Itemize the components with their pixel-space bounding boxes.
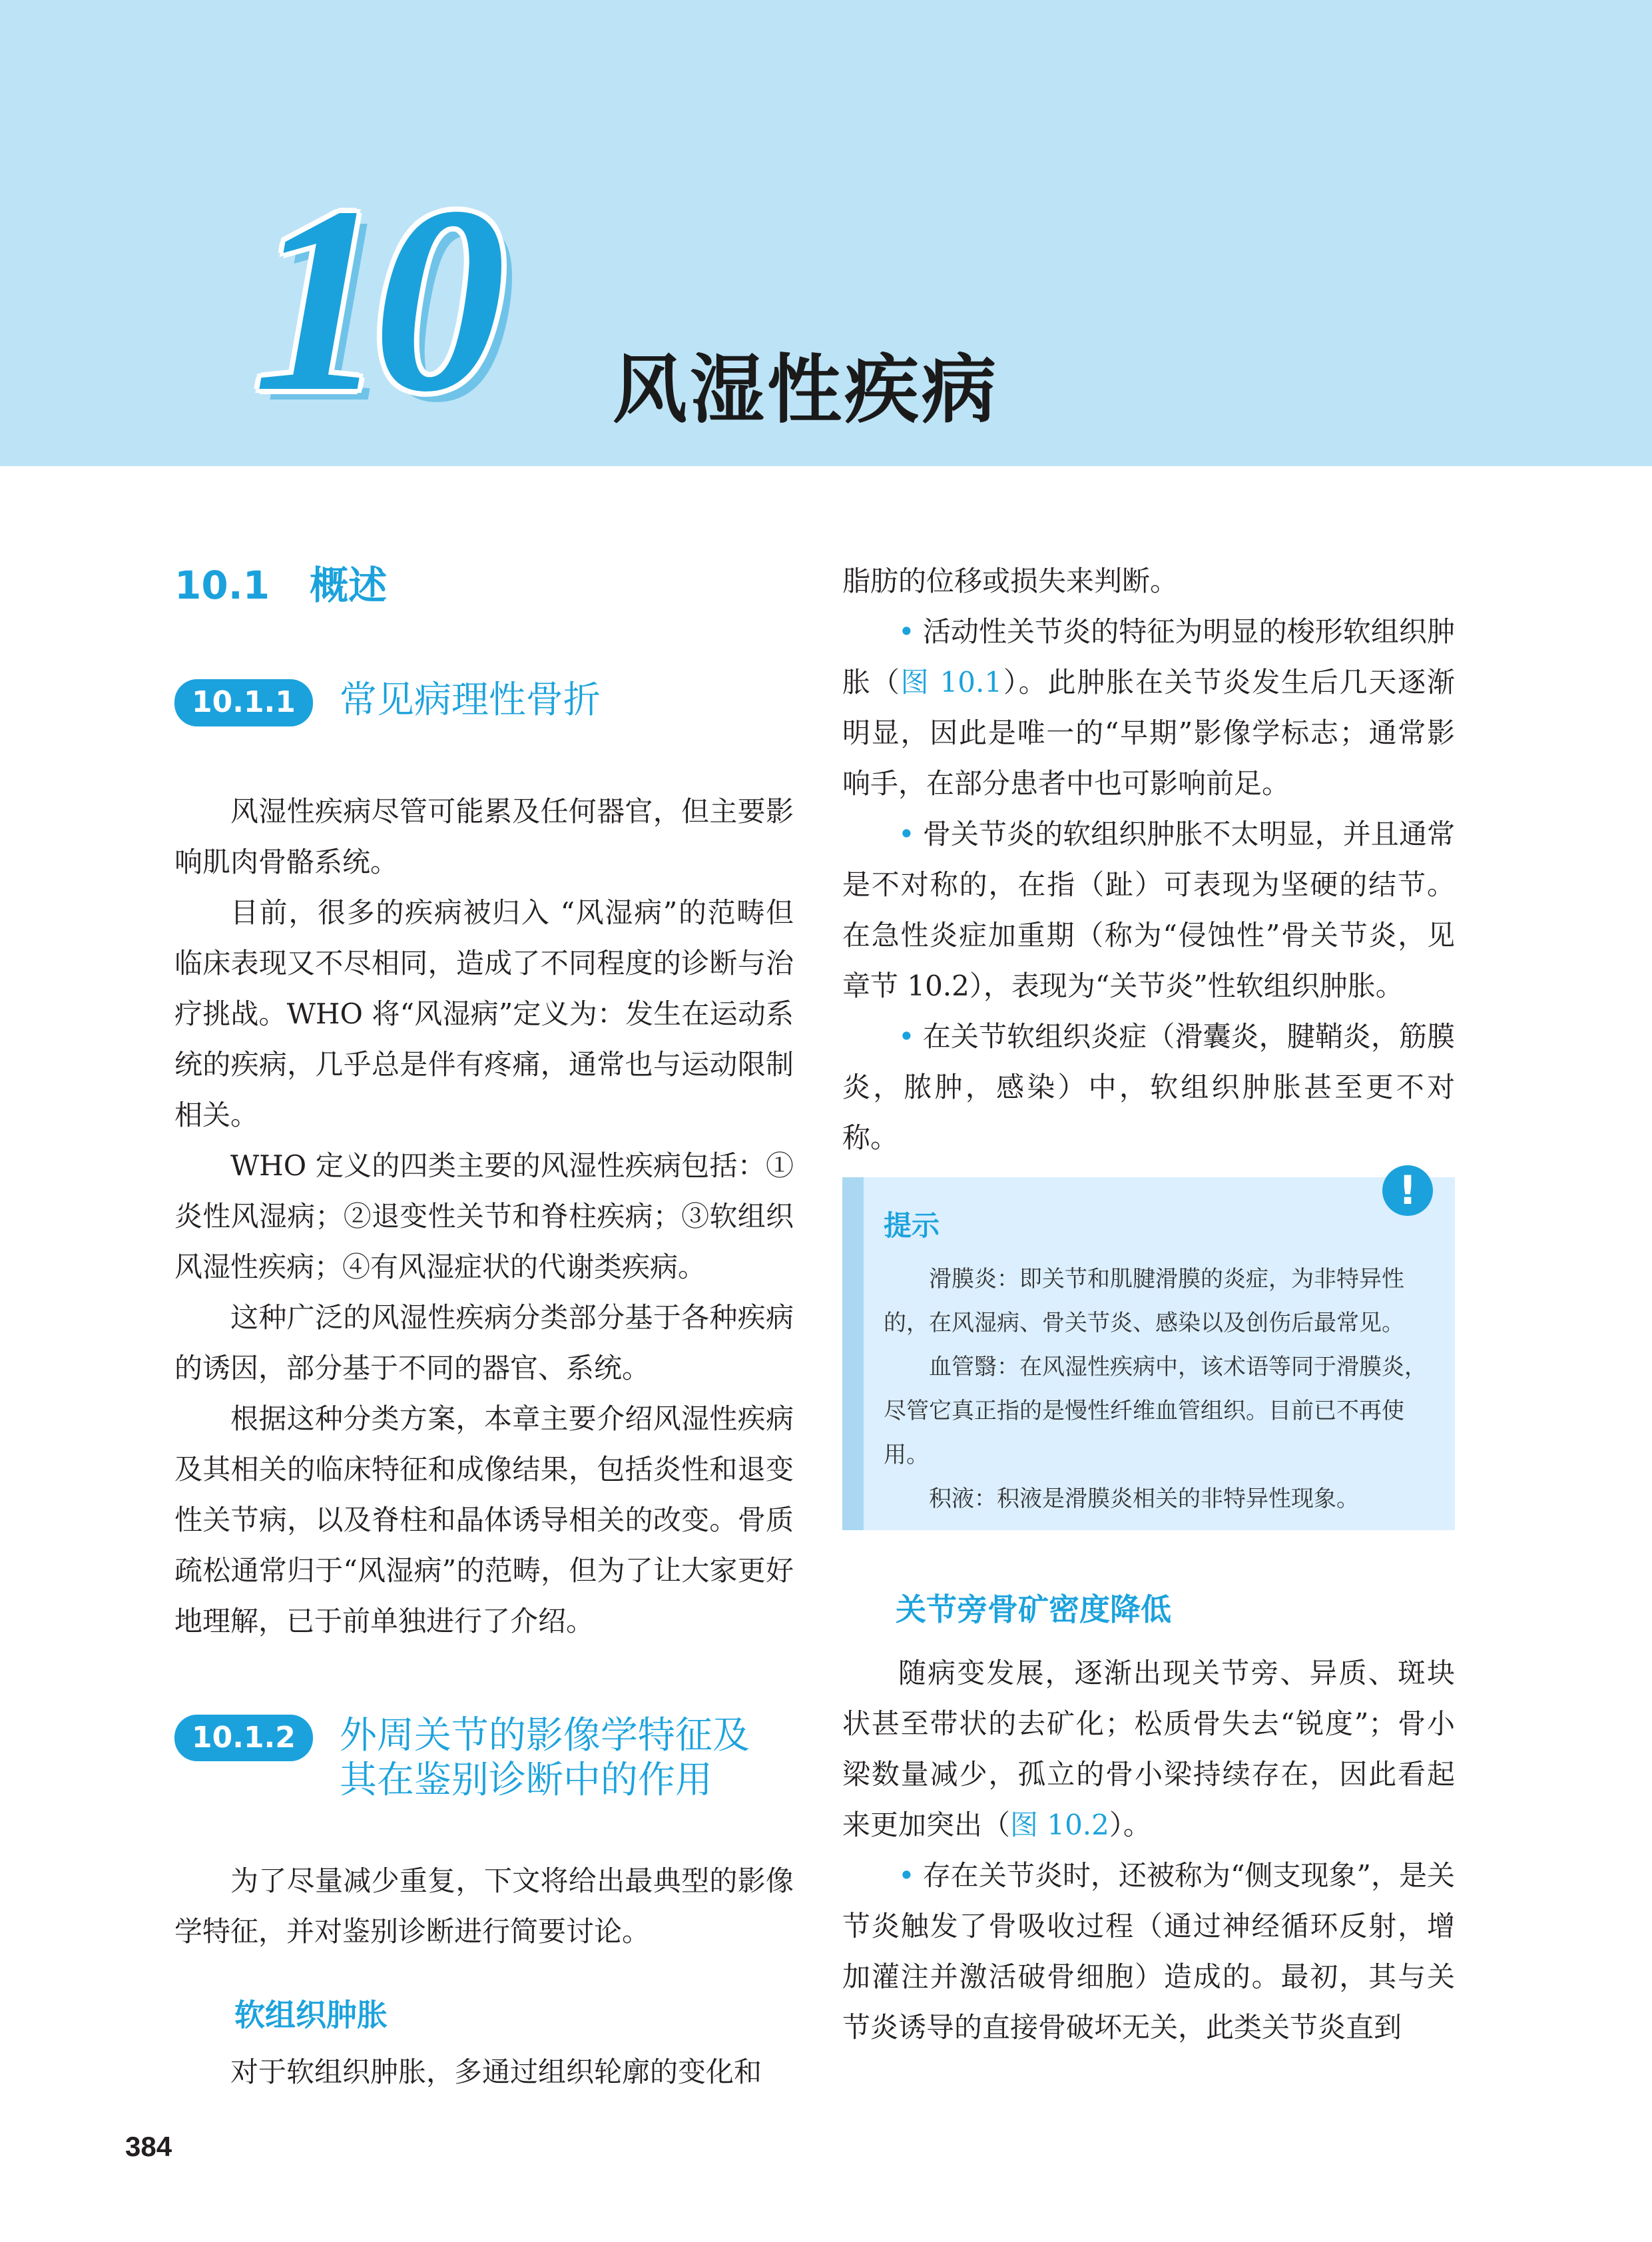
tip-item: 滑膜炎：即关节和肌腱滑膜的炎症，为非特异性的，在风湿病、骨关节炎、感染以及创伤后最常见。 [884, 1266, 1404, 1336]
chapter-number: 10 [253, 152, 493, 447]
bullet-text: 在关节软组织炎症（滑囊炎，腱鞘炎，筋膜炎，脓肿，感染）中，软组织肿胀甚至更不对称。 [842, 1020, 1455, 1154]
chapter-title: 风湿性疾病 [613, 347, 999, 433]
section-heading [174, 563, 794, 608]
bullet-dot: • [898, 1859, 915, 1892]
bullet-text: 存在关节炎时，还被称为“侧支现象”，是关节炎触发了骨吸收过程（通过神经循环反射，增加灌注并激活破骨细胞）造成的。最初，其与关节炎诱导的直接骨破坏无关，此类关节炎直到 [842, 1859, 1455, 2044]
bullet-dot: • [898, 615, 915, 648]
paragraph: WHO 定义的四类主要的风湿性疾病包括：①炎性风湿病；②退变性关节和脊柱疾病；③软组织风湿性疾病；④有风湿症状的代谢类疾病。 [174, 1149, 794, 1283]
subsection-number-badge: 10.1.1 [174, 679, 313, 726]
paragraph: 风湿性疾病尽管可能累及任何器官，但主要影响肌肉骨骼系统。 [174, 794, 794, 878]
section-title: 概述 [310, 563, 388, 608]
subsection-heading-2 [174, 1713, 794, 1803]
subsection-title: 常见病理性骨折 [339, 679, 601, 722]
paragraph-text: 随病变发展，逐渐出现关节旁、异质、斑块状甚至带状的去矿化；松质骨失去“锐度”；骨小梁数量减少，孤立的骨小梁持续存在，因此看起来更加突出（ [842, 1657, 1455, 1842]
paragraph: 为了尽量减少重复，下文将给出最典型的影像学特征，并对鉴别诊断进行简要讨论。 [174, 1864, 794, 1948]
bullet-text: 活动性关节炎的特征为明显的梭形软组织肿胀（ [842, 615, 1455, 699]
figure-reference[interactable]: 图 10.1 [900, 666, 1003, 699]
subsection-heading-1 [174, 678, 794, 726]
bullet-text: ）。此肿胀在关节炎发生后几天逐渐明显，因此是唯一的“早期”影像学标志；通常影响手，在部分患者中也可影响前足。 [842, 666, 1455, 800]
subsection-title [340, 1713, 750, 1803]
subheading-bone-density: 关节旁骨矿密度降低 [896, 1591, 1171, 1627]
bullet-dot: • [898, 1020, 915, 1053]
bullet-text: 骨关节炎的软组织肿胀不太明显，并且通常是不对称的，在指（趾）可表现为坚硬的结节。在急性炎症加重期（称为“侵蚀性”骨关节炎，见章节 10.2），表现为“关节炎”性软组织肿胀。 [842, 818, 1455, 1002]
subheading-soft-tissue: 软组织肿胀 [234, 1996, 388, 2033]
paragraph: 根据这种分类方案，本章主要介绍风湿性疾病及其相关的临床特征和成像结果，包括炎性和退变性关节病，以及脊柱和晶体诱导相关的改变。骨质疏松通常归于“风湿病”的范畴，但为了让大家更好地理解，已于前单独进行了介绍。 [174, 1402, 794, 1637]
paragraph-text: ）。 [1109, 1809, 1151, 1842]
figure-reference[interactable]: 图 10.2 [1010, 1809, 1109, 1842]
paragraph: 这种广泛的风湿性疾病分类部分基于各种疾病的诱因，部分基于不同的器官、系统。 [174, 1300, 794, 1384]
bullet-paragraph [842, 607, 1455, 809]
bullet-paragraph [842, 809, 1455, 1011]
subsection-number-badge: 10.1.2 [174, 1715, 313, 1762]
bullet-paragraph [842, 1850, 1455, 2053]
subsection-title-line1: 外周关节的影像学特征及 [339, 1713, 750, 1757]
left-column [174, 553, 794, 2098]
paragraph: 对于软组织肿胀，多通过组织轮廓的变化和 [230, 2056, 762, 2089]
page-number: 384 [125, 2131, 172, 2162]
paragraph [842, 1648, 1455, 1850]
tip-box [842, 1177, 1455, 1530]
exclamation-icon: ! [1382, 1165, 1433, 1216]
bullet-paragraph [842, 1011, 1455, 1163]
section-number: 10.1 [174, 563, 270, 608]
tip-item: 血管翳：在风湿性疾病中，该术语等同于滑膜炎，尽管它真正指的是慢性纤维血管组织。目前已不再使用。 [884, 1354, 1427, 1468]
subsection-title-line2: 其在鉴别诊断中的作用 [339, 1758, 712, 1802]
right-column [842, 556, 1455, 1163]
paragraph-continuation: 脂肪的位移或损失来判断。 [842, 565, 1179, 597]
tip-title: 提示 [884, 1209, 940, 1242]
right-column-lower [842, 1591, 1455, 2053]
bullet-dot: • [898, 818, 915, 850]
paragraph: 目前，很多的疾病被归入 “风湿病”的范畴但临床表现又不尽相同，造成了不同程度的诊断与治疗挑战。WHO 将“风湿病”定义为：发生在运动系统的疾病，几乎总是伴有疼痛，通常也与运动限制相关。 [174, 896, 794, 1131]
tip-item: 积液：积液是滑膜炎相关的非特异性现象。 [929, 1486, 1359, 1512]
